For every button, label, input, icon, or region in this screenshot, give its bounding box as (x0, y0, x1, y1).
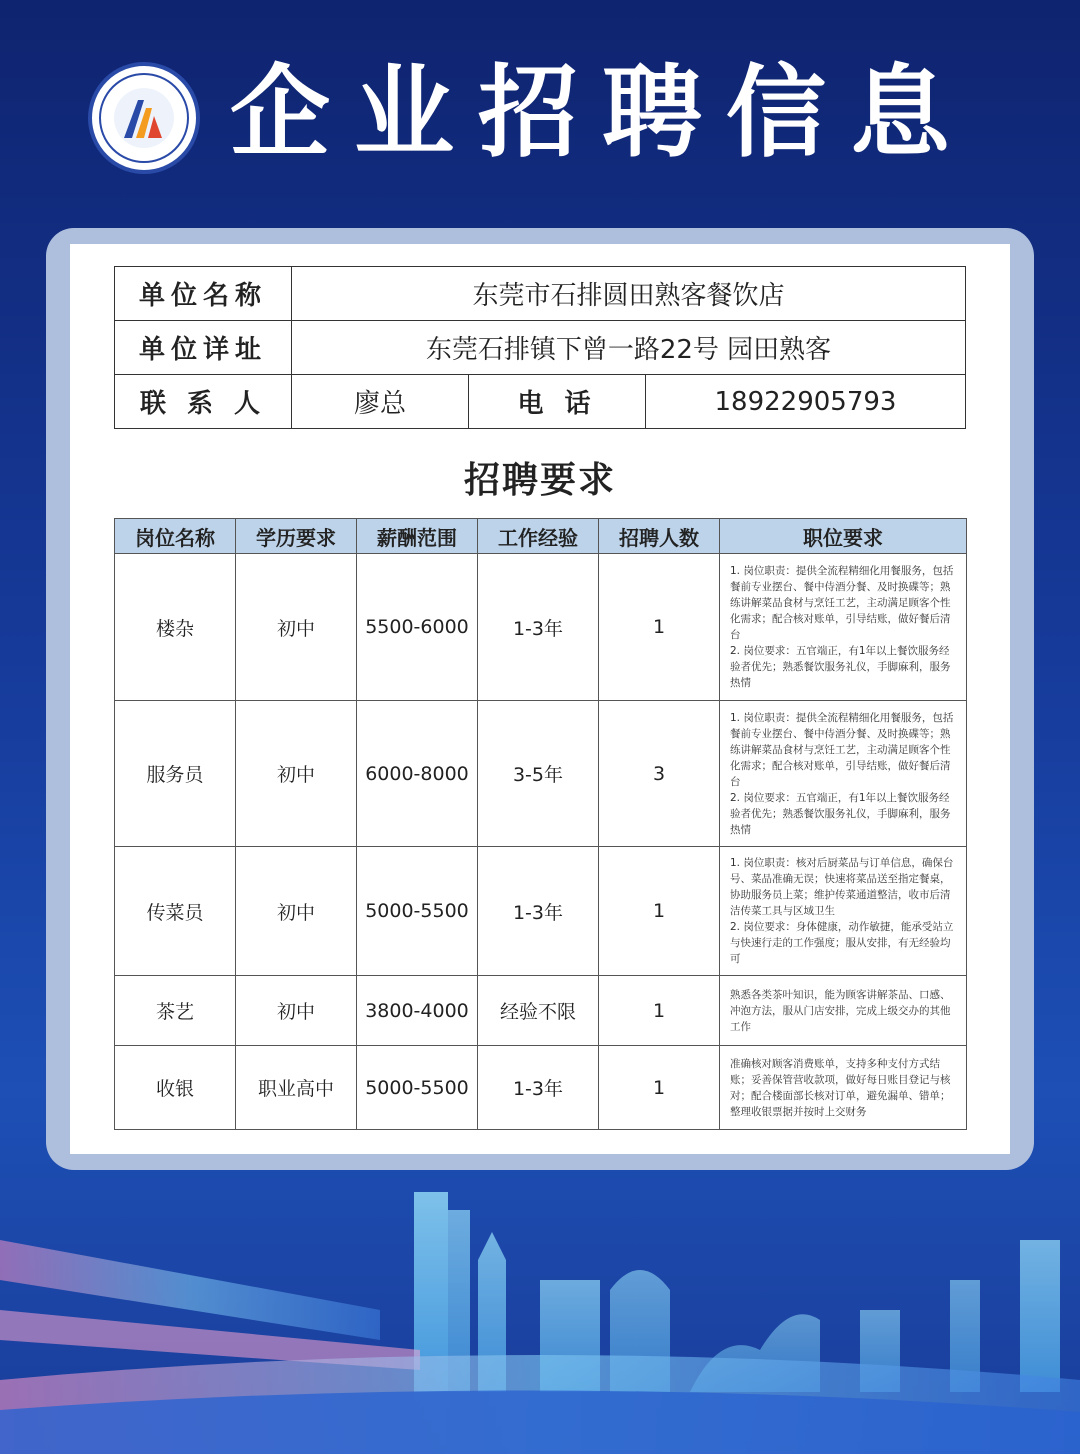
bureau-logo (88, 62, 200, 174)
col-header-experience: 工作经验 (478, 519, 599, 554)
position-cell: 茶艺 (115, 976, 236, 1046)
company-address-value: 东莞石排镇下曾一路22号 园田熟客 (292, 321, 966, 375)
contact-value: 廖总 (292, 375, 469, 429)
company-name-label: 单位名称 (115, 267, 292, 321)
position-cell: 传菜员 (115, 847, 236, 976)
col-header-salary: 薪酬范围 (357, 519, 478, 554)
page-title: 企业招聘信息 (230, 53, 974, 171)
count-cell: 1 (599, 976, 720, 1046)
count-cell: 1 (599, 847, 720, 976)
position-cell: 服务员 (115, 701, 236, 847)
education-cell: 初中 (236, 701, 357, 847)
count-cell: 1 (599, 1046, 720, 1130)
requirements-cell: 熟悉各类茶叶知识，能为顾客讲解茶品、口感、冲泡方法，服从门店安排，完成上级交办的其他工作 (720, 976, 967, 1046)
education-cell: 初中 (236, 554, 357, 701)
city-skyline-decoration (0, 1180, 1080, 1454)
requirements-cell: 1. 岗位职责：提供全流程精细化用餐服务，包括餐前专业摆台、餐中侍酒分餐、及时换碟等；熟练讲解菜品食材与烹饪工艺，主动满足顾客个性化需求；配合核对账单，引导结账，做好餐后清台 2. 岗位要求：五官端正，有1年以上餐饮服务经验者优先；熟悉餐饮服务礼仪，手脚麻利，服务热情 (720, 554, 967, 701)
requirements-cell: 准确核对顾客消费账单，支持多种支付方式结账；妥善保管营收款项，做好每日账目登记与核对；配合楼面部长核对订单，避免漏单、错单；整理收银票据并按时上交财务 (720, 1046, 967, 1130)
col-header-count: 招聘人数 (599, 519, 720, 554)
company-address-label: 单位详址 (115, 321, 292, 375)
education-cell: 初中 (236, 976, 357, 1046)
experience-cell: 3-5年 (478, 701, 599, 847)
experience-cell: 1-3年 (478, 554, 599, 701)
position-cell: 收银 (115, 1046, 236, 1130)
col-header-requirements: 职位要求 (720, 519, 967, 554)
content-card (70, 244, 1010, 1154)
education-cell: 职业高中 (236, 1046, 357, 1130)
experience-cell: 1-3年 (478, 1046, 599, 1130)
table-row (115, 976, 967, 1046)
contact-label: 联 系 人 (115, 375, 292, 429)
company-name-value: 东莞市石排圆田熟客餐饮店 (292, 267, 966, 321)
salary-cell: 6000-8000 (357, 701, 478, 847)
count-cell: 1 (599, 554, 720, 701)
table-row (115, 554, 967, 701)
table-row (115, 701, 967, 847)
salary-cell: 5000-5500 (357, 1046, 478, 1130)
education-cell: 初中 (236, 847, 357, 976)
jobs-table-header-row (115, 519, 967, 554)
position-cell: 楼杂 (115, 554, 236, 701)
salary-cell: 5500-6000 (357, 554, 478, 701)
experience-cell: 1-3年 (478, 847, 599, 976)
contact-row (115, 375, 966, 429)
experience-cell: 经验不限 (478, 976, 599, 1046)
count-cell: 3 (599, 701, 720, 847)
phone-value: 18922905793 (646, 375, 966, 429)
content-card-frame (46, 228, 1034, 1170)
salary-cell: 3800-4000 (357, 976, 478, 1046)
company-address-row (115, 321, 966, 375)
table-row (115, 1046, 967, 1130)
section-title: 招聘要求 (463, 460, 616, 501)
requirements-cell: 1. 岗位职责：提供全流程精细化用餐服务，包括餐前专业摆台、餐中侍酒分餐、及时换碟等；熟练讲解菜品食材与烹饪工艺，主动满足顾客个性化需求；配合核对账单，引导结账，做好餐后清台 2. 岗位要求：五官端正，有1年以上餐饮服务经验者优先；熟悉餐饮服务礼仪，手脚麻利，服务热情 (720, 701, 967, 847)
col-header-position: 岗位名称 (115, 519, 236, 554)
salary-cell: 5000-5500 (357, 847, 478, 976)
col-header-education: 学历要求 (236, 519, 357, 554)
company-name-row (115, 267, 966, 321)
requirements-cell: 1. 岗位职责：核对后厨菜品与订单信息，确保台号、菜品准确无误；快速将菜品送至指定餐桌，协助服务员上菜；维护传菜通道整洁，收市后清洁传菜工具与区域卫生 2. 岗位要求：身体健康，动作敏捷，能承受站立与快速行走的工作强度；服从安排，有无经验均可 (720, 847, 967, 976)
jobs-table (114, 518, 967, 1130)
company-info-table (114, 266, 966, 429)
logo-emblem-icon (92, 66, 196, 170)
phone-label: 电 话 (469, 375, 646, 429)
table-row (115, 847, 967, 976)
